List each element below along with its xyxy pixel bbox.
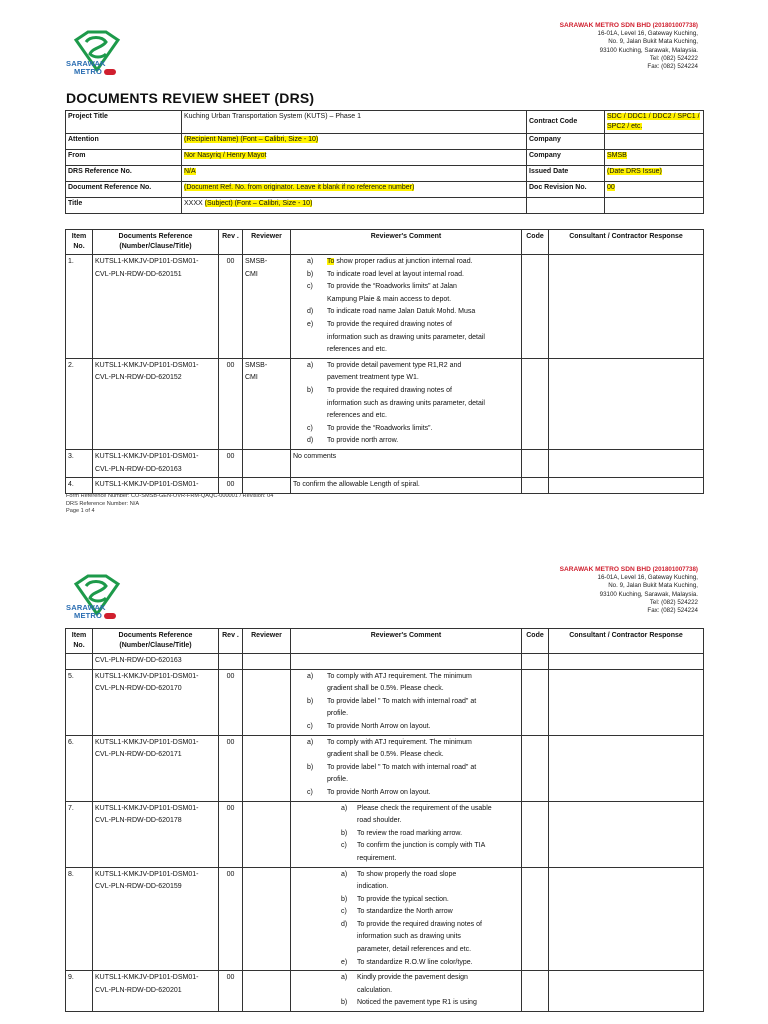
comment-item — [293, 360, 519, 385]
response-cell[interactable] — [549, 478, 704, 494]
item-number: 9. — [66, 971, 93, 1012]
comment-line: To provide label " To match with internal road" at — [327, 763, 477, 771]
comment-line: To indicate road level at layout internal road. — [327, 270, 464, 278]
comment-item — [293, 269, 519, 282]
code-cell — [522, 971, 549, 1012]
code-cell — [522, 867, 549, 971]
col-item-header: Item No. — [66, 629, 93, 654]
comment-line: To show proper radius at junction internal road. — [327, 258, 473, 265]
revision: 00 — [219, 255, 243, 359]
document-title: DOCUMENTS REVIEW SHEET (DRS) — [66, 90, 315, 106]
comment-marker: c) — [307, 788, 313, 796]
code-cell — [522, 669, 549, 735]
comment-marker: e) — [307, 320, 314, 328]
review-table-page-2 — [65, 628, 704, 1012]
comment-line: To show properly the road slope — [357, 870, 457, 878]
comment-list — [293, 671, 519, 734]
comment-marker: a) — [307, 258, 314, 265]
table-row — [66, 255, 704, 359]
reviewer — [243, 654, 291, 670]
code-cell — [522, 735, 549, 801]
col-reviewer-header: Reviewer — [243, 629, 291, 654]
comment-item — [293, 319, 519, 357]
response-cell[interactable] — [549, 358, 704, 449]
response-cell[interactable] — [549, 971, 704, 1012]
comment-line: requirement. — [357, 854, 397, 862]
comment-line: To provide north arrow. — [327, 437, 399, 445]
response-cell[interactable] — [549, 654, 704, 670]
reviewer — [243, 867, 291, 971]
response-cell[interactable] — [549, 801, 704, 867]
cell-line: CVL-PLN-RDW-DD-620178 — [95, 817, 182, 825]
revision: 00 — [219, 867, 243, 971]
comment-line: To standardize R.O.W line color/type. — [357, 958, 473, 966]
comment-item — [293, 919, 519, 957]
comment-item — [293, 957, 519, 970]
comment-marker: b) — [307, 697, 314, 705]
response-cell[interactable] — [549, 449, 704, 477]
reviewer — [243, 449, 291, 477]
cell-line: CVL-PLN-RDW-DD-620163 — [95, 657, 182, 664]
document-reference — [93, 669, 219, 735]
comment-line: information such as drawing units parameter, detail — [327, 399, 485, 407]
comment-item — [293, 256, 519, 269]
comment-line: To provide the “Roadworks limits”. — [327, 424, 433, 432]
reviewer-comment — [291, 971, 522, 1012]
col-comment-header: Reviewer's Comment — [291, 629, 522, 654]
cell-line: CMI — [245, 374, 258, 382]
cell-line: KUTSL1-KMKJV-DP101-DSM01- — [95, 481, 199, 489]
response-cell[interactable] — [549, 867, 704, 971]
cell-line: KUTSL1-KMKJV-DP101-DSM01- — [95, 672, 199, 680]
item-number: 3. — [66, 449, 93, 477]
document-reference — [93, 654, 219, 670]
attention-value: (Recipient Name) (Font – Calibri, Size - 10) — [184, 136, 319, 143]
cell-line: CVL-PLN-RDW-DD-620151 — [95, 270, 182, 278]
revision: 00 — [219, 735, 243, 801]
comment-item — [293, 894, 519, 907]
document-reference — [93, 971, 219, 1012]
comment-line: To provide the required drawing notes of — [357, 920, 482, 928]
company-address-block: SARAWAK METRO SDN BHD (201801007738) 16-01A, Level 16, Gateway Kuching, No. 9, Jalan Bukit Mata Kuching, 93100 Kuching, Sarawak, Malaysia. Tel: (082) 524222 Fax: (082) 524224 — [559, 566, 698, 615]
company2-value: SMSB — [607, 152, 627, 159]
comment-marker: d) — [341, 920, 348, 928]
item-number: 8. — [66, 867, 93, 971]
comment-line: To comply with ATJ requirement. The minimum — [327, 738, 472, 746]
table-row — [66, 654, 704, 670]
comment-marker: a) — [307, 738, 314, 746]
comment-marker: c) — [341, 908, 347, 916]
comment-item — [293, 385, 519, 423]
code-cell — [522, 255, 549, 359]
comment-marker: c) — [307, 424, 313, 432]
col-item-header: Item No. — [66, 230, 93, 255]
comment-marker: a) — [307, 361, 314, 369]
document-reference — [93, 867, 219, 971]
comment-line: information such as drawing units parameter, detail — [327, 333, 485, 341]
cell-line: KUTSL1-KMKJV-DP101-DSM01- — [95, 738, 199, 746]
document-page-2 — [0, 548, 768, 1024]
comment-list — [293, 869, 519, 970]
company-address-block: SARAWAK METRO SDN BHD (201801007738) 16-01A, Level 16, Gateway Kuching, No. 9, Jalan Bukit Mata Kuching, 93100 Kuching, Sarawak, Malaysia. Tel: (082) 524222 Fax: (082) 524224 — [559, 22, 698, 71]
table-row — [66, 358, 704, 449]
comment-line: To provide North Arrow on layout. — [327, 722, 431, 730]
item-number: 4. — [66, 478, 93, 494]
comment-item — [293, 787, 519, 800]
reviewer — [243, 478, 291, 494]
cell-line: KUTSL1-KMKJV-DP101-DSM01- — [95, 452, 199, 460]
comment-line: Please check the requirement of the usable — [357, 804, 492, 812]
comment-item — [293, 803, 519, 828]
comment-item — [293, 906, 519, 919]
col-code-header: Code — [522, 230, 549, 255]
item-number: 7. — [66, 801, 93, 867]
response-cell[interactable] — [549, 669, 704, 735]
comment-marker: b) — [341, 829, 348, 837]
cell-line: CVL-PLN-RDW-DD-620159 — [95, 883, 182, 891]
comment-line: To provide North Arrow on layout. — [327, 788, 431, 796]
highlight-mark: To — [327, 258, 335, 265]
comment-marker: b) — [307, 763, 314, 771]
cell-line: KUTSL1-KMKJV-DP101-DSM01- — [95, 804, 199, 812]
revision: 00 — [219, 971, 243, 1012]
reviewer — [243, 735, 291, 801]
comment-line: To provide label " To match with internal road" at — [327, 697, 477, 705]
item-number — [66, 654, 93, 670]
project-info-table: Project Title Kuching Urban Transportation System (KUTS) – Phase 1 Contract Code SDC / DDC1 / DDC2 / SPC1 / SPC2 / etc. Attention (Recipient Name) (Font – Calibri, Size - 10) Company From Nor Nasyriq / Henry Mayot Company SMSB DRS Reference No. N/A Issued Date (Date DRS Issue) Document Reference No. (Document Ref. No. from originator. Leave it blank if no reference number) Doc Revision No. 00 Title XXXX (Subject) (Font – Calibri, Size - 10) — [65, 110, 704, 214]
comment-line: To confirm the junction is comply with TIA — [357, 842, 486, 850]
col-docref-header: Documents Reference (Number/Clause/Title) — [93, 230, 219, 255]
item-number: 1. — [66, 255, 93, 359]
comment-item — [293, 762, 519, 787]
comment-line: To standardize the North arrow — [357, 908, 453, 916]
document-reference — [93, 735, 219, 801]
reviewer-comment: No comments — [291, 449, 522, 477]
comment-line: indication. — [357, 883, 389, 891]
drs-ref-value: N/A — [184, 168, 196, 175]
cell-line: CVL-PLN-RDW-DD-620171 — [95, 751, 182, 759]
contract-code-value: SDC / DDC1 / DDC2 / SPC1 / SPC2 / etc. — [605, 111, 704, 134]
response-cell[interactable] — [549, 735, 704, 801]
issued-date-value: (Date DRS Issue) — [607, 168, 662, 175]
comment-line: To review the road marking arrow. — [357, 829, 463, 837]
table-row — [66, 478, 704, 494]
comment-line: Kampung Plaie & main access to depot. — [327, 295, 452, 303]
cell-line: CVL-PLN-RDW-DD-620152 — [95, 374, 182, 382]
cell-line: SMSB- — [245, 361, 268, 369]
cell-line: CVL-PLN-RDW-DD-620201 — [95, 986, 182, 994]
comment-line: To provide the required drawing notes of — [327, 386, 452, 394]
comment-line: To indicate road name Jalan Datuk Mohd. Musa — [327, 308, 476, 316]
comment-list — [293, 256, 519, 357]
comment-list — [293, 972, 519, 1010]
comment-item — [293, 840, 519, 865]
comment-item — [293, 828, 519, 841]
cell-line: KUTSL1-KMKJV-DP101-DSM01- — [95, 258, 199, 265]
code-cell — [522, 449, 549, 477]
comment-item — [293, 737, 519, 762]
comment-item — [293, 696, 519, 721]
cell-line: CVL-PLN-RDW-DD-620163 — [95, 465, 182, 473]
col-code-header: Code — [522, 629, 549, 654]
code-cell — [522, 801, 549, 867]
comment-line: profile. — [327, 776, 349, 784]
comment-marker: a) — [307, 672, 314, 680]
code-cell — [522, 478, 549, 494]
comment-marker: b) — [341, 999, 348, 1007]
comment-line: references and etc. — [327, 412, 387, 420]
table-row — [66, 449, 704, 477]
revision: 00 — [219, 801, 243, 867]
cell-line: CMI — [245, 270, 258, 278]
from-value: Nor Nasyriq / Henry Mayot — [184, 152, 267, 159]
project-title-value: Kuching Urban Transportation System (KUTS) – Phase 1 — [182, 111, 527, 134]
comment-marker: d) — [307, 437, 314, 445]
comment-line: To provide the typical section. — [357, 895, 449, 903]
title-prefix: XXXX — [184, 200, 203, 207]
comment-item — [293, 721, 519, 734]
revision: 00 — [219, 669, 243, 735]
table-row — [66, 735, 704, 801]
review-table-page-1 — [65, 229, 704, 494]
comment-item — [293, 671, 519, 696]
comment-marker: b) — [341, 895, 348, 903]
reviewer — [243, 358, 291, 449]
comment-item — [293, 281, 519, 306]
revision: 00 — [219, 358, 243, 449]
col-response-header: Consultant / Contractor Response — [549, 629, 704, 654]
comment-line: gradient shall be 0.5%. Please check. — [327, 685, 444, 693]
revision: 00 — [219, 449, 243, 477]
reviewer — [243, 255, 291, 359]
comment-item — [293, 972, 519, 997]
col-rev-header: Rev . — [219, 230, 243, 255]
comment-line: gradient shall be 0.5%. Please check. — [327, 751, 444, 759]
comment-marker: e) — [341, 958, 348, 966]
cell-line: KUTSL1-KMKJV-DP101-DSM01- — [95, 974, 199, 982]
comment-line: information such as drawing units — [357, 933, 461, 941]
title-value: (Subject) (Font – Calibri, Size - 10) — [204, 200, 313, 207]
reviewer-comment — [291, 358, 522, 449]
reviewer-comment — [291, 669, 522, 735]
doc-revision-value: 00 — [607, 184, 615, 191]
cell-line: SMSB- — [245, 258, 268, 265]
table-row — [66, 867, 704, 971]
comment-line: profile. — [327, 710, 349, 718]
revision — [219, 654, 243, 670]
company-value — [605, 134, 704, 150]
revision: 00 — [219, 478, 243, 494]
train-icon — [104, 69, 116, 75]
comment-item — [293, 435, 519, 448]
comment-marker: b) — [307, 386, 314, 394]
document-reference — [93, 449, 219, 477]
document-reference — [93, 478, 219, 494]
comment-line: parameter, detail references and etc. — [357, 946, 472, 954]
comment-line: To provide the “Roadworks limits” at Jalan — [327, 283, 457, 291]
logo-wordmark: SARAWAK METRO — [66, 604, 116, 620]
comment-marker: a) — [341, 870, 348, 878]
reviewer — [243, 669, 291, 735]
reviewer-comment — [291, 255, 522, 359]
reviewer — [243, 971, 291, 1012]
comment-marker: a) — [341, 974, 348, 982]
response-cell[interactable] — [549, 255, 704, 359]
train-icon — [104, 613, 116, 619]
comment-marker: b) — [307, 270, 314, 278]
comment-line: references and etc. — [327, 346, 387, 354]
comment-list — [293, 360, 519, 448]
comment-line: Noticed the pavement type R1 is using — [357, 999, 477, 1007]
page-footer: Form Reference Number: CO-SMSB-GEN-OVR-FRM-QAQC-000001 / Revision: 04 DRS Reference Number: N/A Page 1 of 4 — [66, 493, 274, 515]
code-cell — [522, 654, 549, 670]
comment-marker: c) — [307, 283, 313, 291]
table-row — [66, 801, 704, 867]
logo-wordmark: SARAWAK METRO — [66, 60, 116, 76]
comment-line: pavement treatment type W1. — [327, 374, 419, 382]
col-docref-header: Documents Reference (Number/Clause/Title) — [93, 629, 219, 654]
comment-list — [293, 737, 519, 800]
col-response-header: Consultant / Contractor Response — [549, 230, 704, 255]
table-row — [66, 971, 704, 1012]
comment-item — [293, 306, 519, 319]
reviewer-comment — [291, 654, 522, 670]
col-rev-header: Rev . — [219, 629, 243, 654]
comment-line: To provide the required drawing notes of — [327, 320, 452, 328]
cell-line: CVL-PLN-RDW-DD-620170 — [95, 685, 182, 693]
document-reference — [93, 801, 219, 867]
reviewer-comment — [291, 867, 522, 971]
table-row — [66, 669, 704, 735]
comment-marker: c) — [307, 722, 313, 730]
reviewer — [243, 801, 291, 867]
comment-marker: a) — [341, 804, 348, 812]
document-reference — [93, 358, 219, 449]
cell-line: KUTSL1-KMKJV-DP101-DSM01- — [95, 870, 199, 878]
document-reference — [93, 255, 219, 359]
comment-item — [293, 869, 519, 894]
document-ref-value: (Document Ref. No. from originator. Leave it blank if no reference number) — [184, 184, 415, 191]
reviewer-comment — [291, 735, 522, 801]
comment-line: road shoulder. — [357, 817, 402, 825]
code-cell — [522, 358, 549, 449]
item-number: 6. — [66, 735, 93, 801]
reviewer-comment: To confirm the allowable Length of spiral. — [291, 478, 522, 494]
comment-line: calculation. — [357, 986, 393, 994]
col-reviewer-header: Reviewer — [243, 230, 291, 255]
col-comment-header: Reviewer's Comment — [291, 230, 522, 255]
comment-line: Kindly provide the pavement design — [357, 974, 468, 982]
comment-marker: c) — [341, 842, 347, 850]
item-number: 5. — [66, 669, 93, 735]
comment-item — [293, 997, 519, 1010]
comment-list — [293, 803, 519, 866]
comment-line: To comply with ATJ requirement. The minimum — [327, 672, 472, 680]
comment-marker: d) — [307, 308, 314, 316]
cell-line: KUTSL1-KMKJV-DP101-DSM01- — [95, 361, 199, 369]
item-number: 2. — [66, 358, 93, 449]
reviewer-comment — [291, 801, 522, 867]
comment-item — [293, 423, 519, 436]
comment-line: To provide detail pavement type R1,R2 and — [327, 361, 462, 369]
